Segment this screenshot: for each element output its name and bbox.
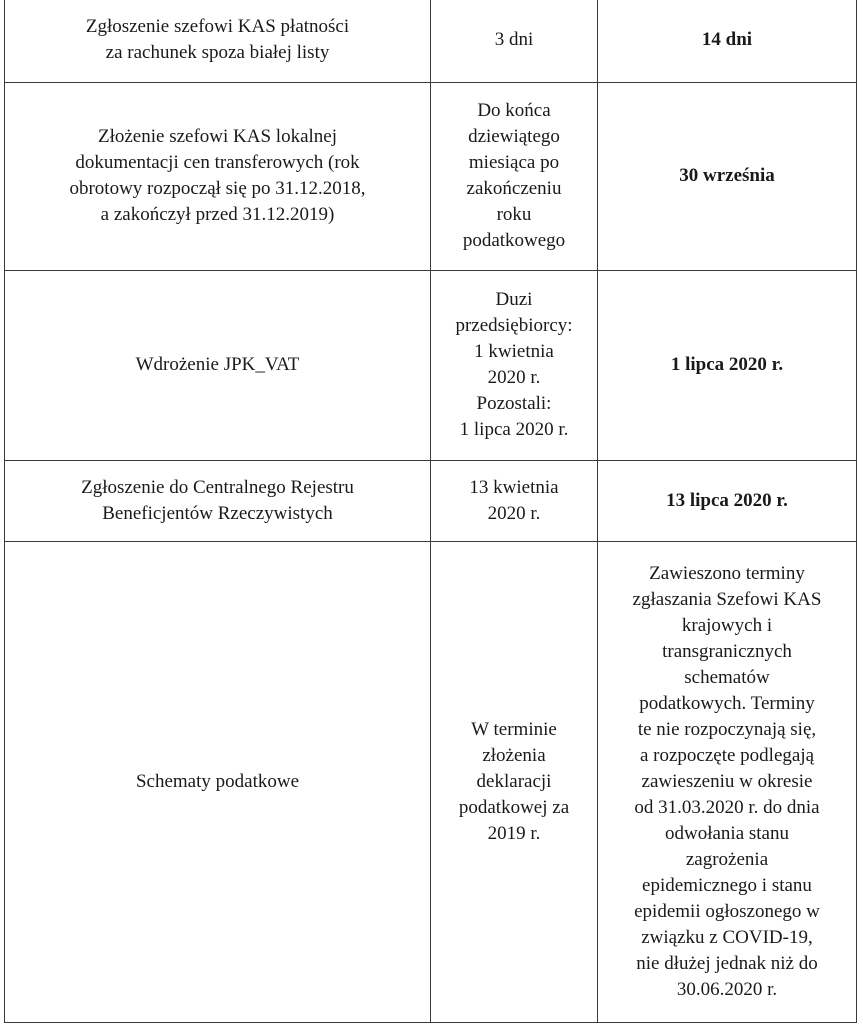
original-deadline-cell [431,82,598,270]
cell-text-line: Zgłoszenie do Centralnego Rejestru [81,476,354,498]
cell-text-line: nie dłużej jednak niż do [636,952,818,974]
cell-text-line: zagrożenia [685,848,769,870]
original-deadline-cell [431,460,598,541]
cell-text-line: od 31.03.2020 r. do dnia [634,796,820,818]
cell-text-line: Złożenie szefowi KAS lokalnej [97,126,337,147]
cell-text-line: dziewiątego [468,126,560,147]
cell-text-line: roku [496,204,532,225]
cell-text-line: za rachunek spoza białej listy [105,41,330,63]
cell-text-line: złożenia [482,744,546,766]
cell-text-line: 1 kwietnia [474,341,554,362]
activity-cell [5,0,431,82]
table-row [5,541,857,1022]
original-deadline-cell [431,270,598,460]
cell-text-line: 2019 r. [487,822,541,844]
new-deadline-cell: 14 dni [598,0,857,82]
cell-text-line: Do końca [477,100,551,121]
cell-text-line: transgranicznych [662,640,792,662]
cell-text-line: a rozpoczęte podlegają [639,744,815,766]
original-deadline-cell [431,541,598,1022]
cell-text-line: związku z COVID-19, [641,926,813,948]
cell-text-line: deklaracji [476,770,552,792]
table-row [5,460,857,541]
cell-text-line: podatkowych. Terminy [639,692,815,714]
new-deadline-cell: 1 lipca 2020 r. [598,270,857,460]
cell-text-line: podatkowego [462,230,566,251]
cell-text-line: te nie rozpoczynają się, [637,718,817,740]
cell-text-line: W terminie [471,718,557,740]
cell-text-line: krajowych i [681,614,773,636]
cell-text-line: zakończeniu [466,178,562,199]
new-deadline-cell: 13 lipca 2020 r. [598,460,857,541]
cell-text-line: podatkowej za [458,796,570,818]
cell-text-line: epidemii ogłoszonego w [634,900,820,922]
cell-text-line: Beneficjentów Rzeczywistych [102,502,333,524]
cell-text-line: 30.06.2020 r. [676,978,778,1000]
cell-text-line: Duzi [495,289,533,310]
original-deadline-cell [431,0,598,82]
cell-text-line: miesiąca po [468,152,560,173]
cell-text-line: 3 dni [494,28,534,50]
table-row [5,0,857,82]
deadlines-table [4,0,857,1023]
activity-cell [5,541,431,1022]
cell-text-line: Zawieszono terminy [649,562,805,584]
cell-text-line: zawieszeniu w okresie [641,770,813,792]
cell-text-line: epidemicznego i stanu [642,874,812,896]
activity-cell [5,82,431,270]
new-deadline-cell [598,541,857,1022]
cell-text-line: Schematy podatkowe [135,770,300,792]
cell-text-line: przedsiębiorcy: [455,315,573,336]
cell-text-line: dokumentacji cen transferowych (rok [75,152,360,173]
cell-text-line: 2020 r. [487,367,541,388]
cell-text-line: Wdrożenie JPK_VAT [135,354,300,375]
cell-text-line: Pozostali: [476,393,552,414]
new-deadline-cell: 30 września [598,82,857,270]
table-row [5,82,857,270]
cell-text-line: odwołania stanu [664,822,789,844]
cell-text-line: 1 lipca 2020 r. [459,419,569,440]
table-row [5,270,857,460]
cell-text-line: obrotowy rozpoczął się po 31.12.2018, [69,178,366,199]
cell-text-line: zgłaszania Szefowi KAS [632,588,822,610]
activity-cell [5,460,431,541]
activity-cell [5,270,431,460]
cell-text-line: schematów [684,666,770,688]
cell-text-line: a zakończył przed 31.12.2019) [100,204,335,225]
cell-text-line: Zgłoszenie szefowi KAS płatności [85,15,350,37]
cell-text-line: 13 kwietnia [469,476,559,498]
cell-text-line: 2020 r. [487,502,541,524]
